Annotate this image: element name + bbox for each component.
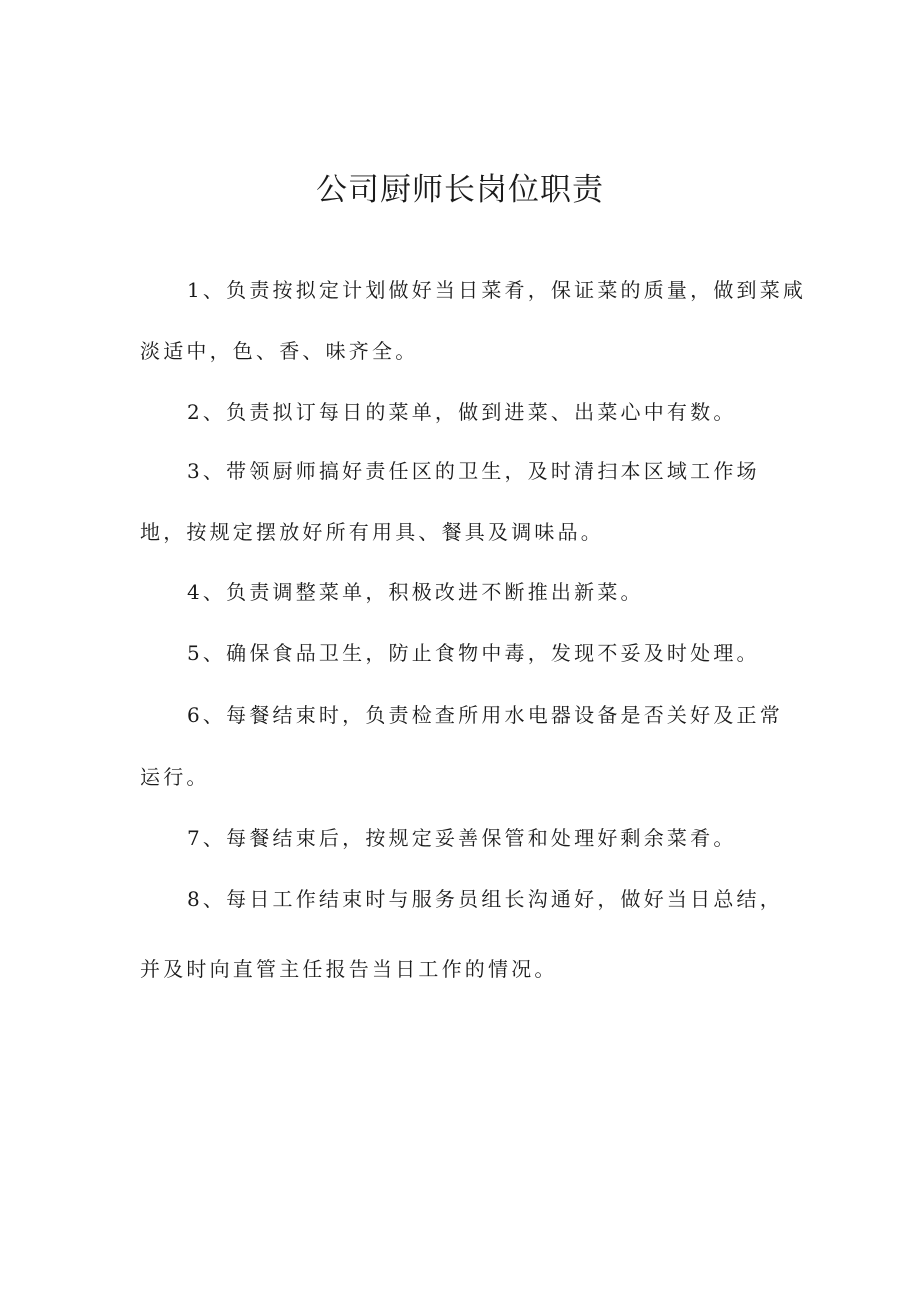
duty-item-1-line-2: 淡适中，色、香、味齐全。 xyxy=(140,339,419,363)
duty-item-3 xyxy=(140,456,800,547)
duty-item-8-line-2: 并及时向直管主任报告当日工作的情况。 xyxy=(140,957,558,981)
duty-item-8-line-1: 8、每日工作结束时与服务员组长沟通好，做好当日总结， xyxy=(187,887,783,911)
duty-item-6-line-1: 6、每餐结束时，负责检查所用水电器设备是否关好及正常 xyxy=(187,703,783,727)
duty-item-1-line-1: 1、负责按拟定计划做好当日菜肴，保证菜的质量，做到菜咸 xyxy=(187,278,807,302)
document-title: 公司厨师长岗位职责 xyxy=(316,172,604,208)
duty-item-3-line-2: 地，按规定摆放好所有用具、餐具及调味品。 xyxy=(140,520,604,544)
duty-item-7-line-1: 7、每餐结束后，按规定妥善保管和处理好剩余菜肴。 xyxy=(187,826,737,850)
duty-item-1 xyxy=(140,275,807,366)
duty-item-7 xyxy=(140,823,800,853)
duty-item-5-line-1: 5、确保食品卫生，防止食物中毒，发现不妥及时处理。 xyxy=(187,641,760,665)
duty-item-5 xyxy=(140,638,800,668)
duty-item-6-line-2: 运行。 xyxy=(140,765,210,789)
duty-item-8 xyxy=(140,884,800,984)
duty-item-6 xyxy=(140,700,800,792)
duty-item-2 xyxy=(140,397,800,427)
duty-item-4 xyxy=(140,577,800,607)
duty-item-3-line-1: 3、带领厨师搞好责任区的卫生，及时清扫本区域工作场 xyxy=(187,459,760,483)
duty-item-4-line-1: 4、负责调整菜单，积极改进不断推出新菜。 xyxy=(187,580,644,604)
duty-item-2-line-1: 2、负责拟订每日的菜单，做到进菜、出菜心中有数。 xyxy=(187,400,737,424)
